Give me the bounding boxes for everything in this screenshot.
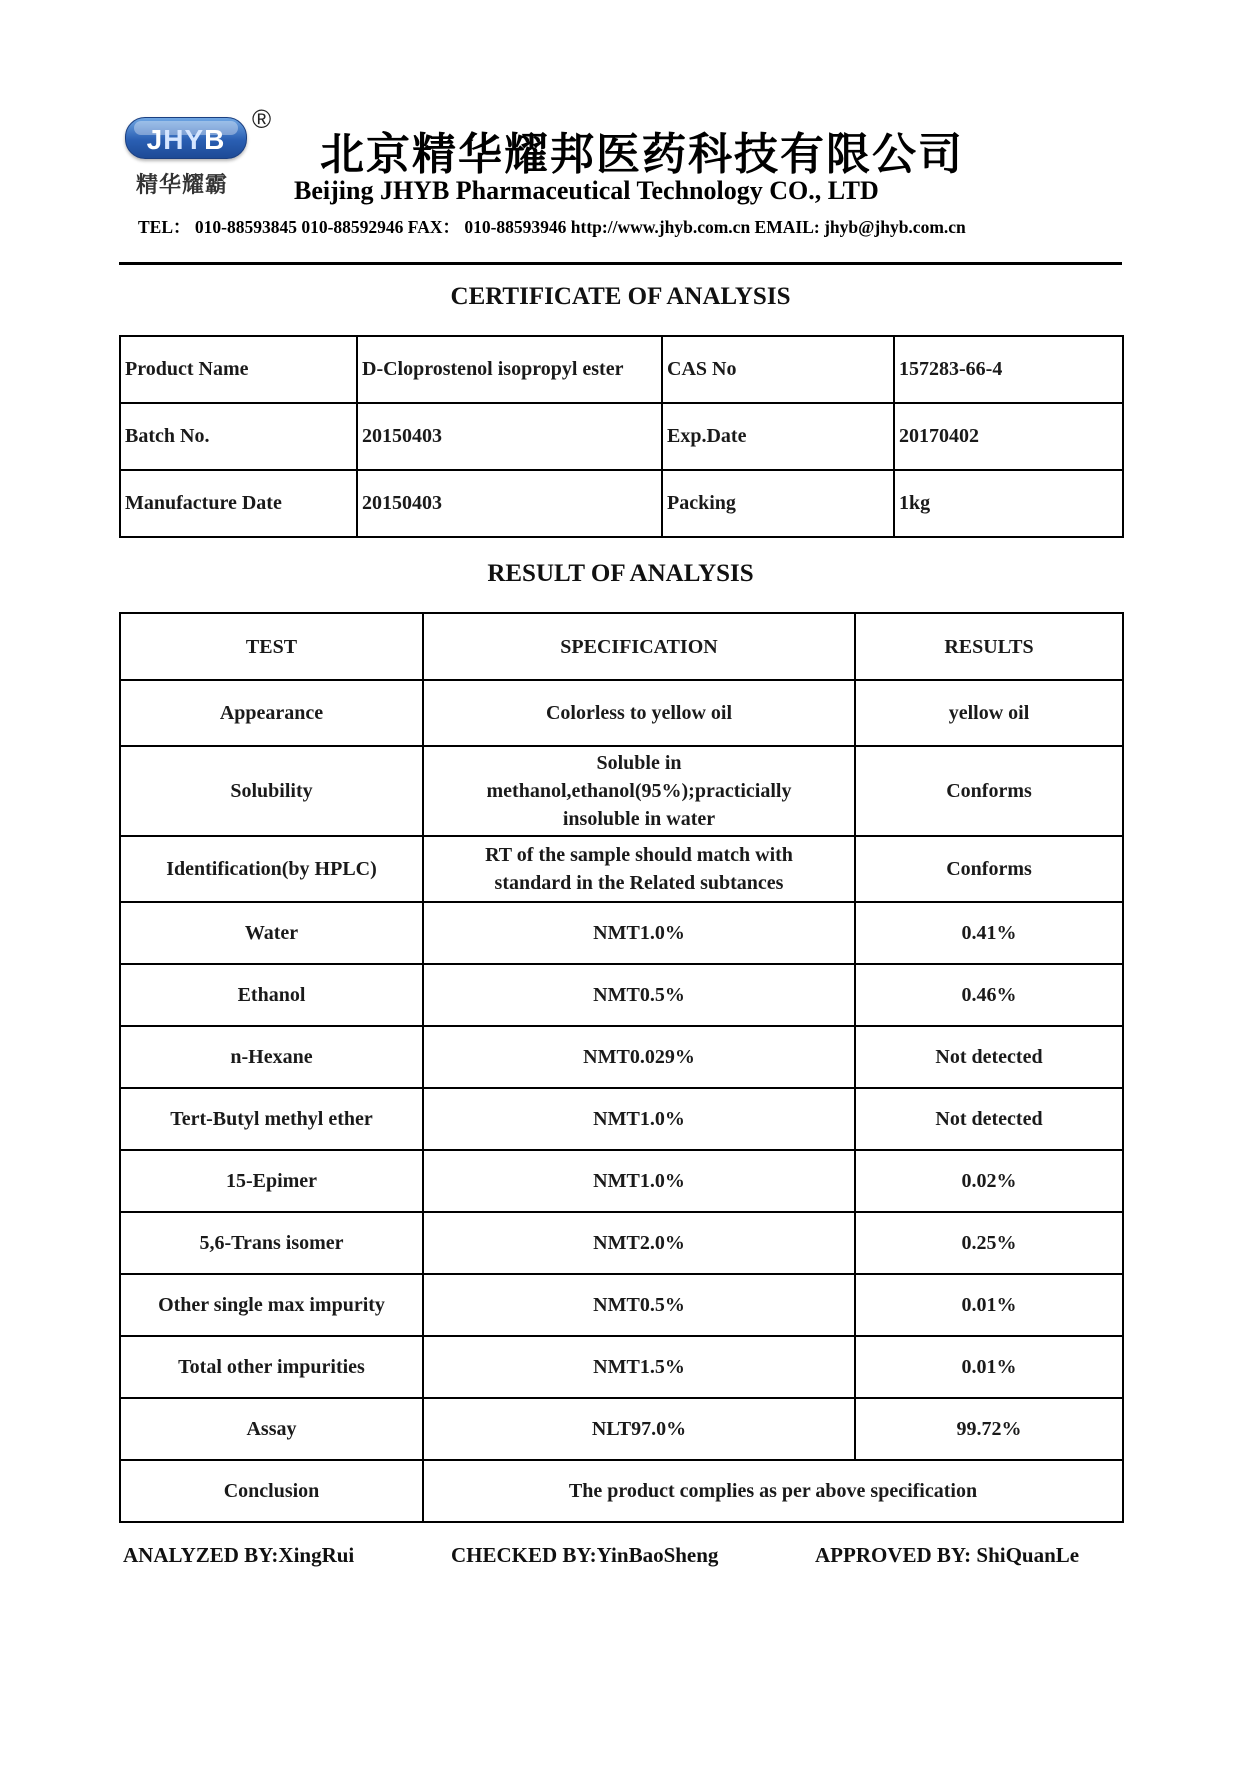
specification-cell: NMT0.5%	[423, 964, 855, 1026]
test-cell: Other single max impurity	[120, 1274, 423, 1336]
results-body	[120, 680, 1123, 1522]
product-name-label: Product Name	[120, 336, 357, 403]
result-cell: 0.01%	[855, 1336, 1123, 1398]
product-name-value: D-Cloprostenol isopropyl ester	[357, 336, 662, 403]
info-row-batch	[120, 403, 1123, 470]
result-cell: 99.72%	[855, 1398, 1123, 1460]
result-cell: Conforms	[855, 836, 1123, 902]
approved-by: APPROVED BY: ShiQuanLe	[815, 1543, 1080, 1567]
exp-date-label: Exp.Date	[662, 403, 894, 470]
test-cell: 15-Epimer	[120, 1150, 423, 1212]
info-row-manufacture	[120, 470, 1123, 537]
test-cell: Water	[120, 902, 423, 964]
specification-cell: NMT1.5%	[423, 1336, 855, 1398]
table-row	[120, 836, 1123, 902]
specification-cell: NMT1.0%	[423, 1150, 855, 1212]
table-row	[120, 964, 1123, 1026]
product-info-table	[119, 335, 1124, 538]
column-header-test: TEST	[120, 613, 423, 680]
company-name-chinese: 北京精华耀邦医药科技有限公司	[320, 129, 964, 180]
logo-badge	[125, 117, 247, 159]
manufacture-date-value: 20150403	[357, 470, 662, 537]
table-row	[120, 1088, 1123, 1150]
table-row	[120, 1212, 1123, 1274]
test-cell: Solubility	[120, 746, 423, 836]
results-table	[119, 612, 1124, 1523]
test-cell: Appearance	[120, 680, 423, 746]
analyzed-by: ANALYZED BY:XingRui	[123, 1543, 355, 1567]
table-row	[120, 1398, 1123, 1460]
packing-label: Packing	[662, 470, 894, 537]
cas-label: CAS No	[662, 336, 894, 403]
result-title: RESULT OF ANALYSIS	[487, 560, 754, 587]
batch-label: Batch No.	[120, 403, 357, 470]
column-header-specification: SPECIFICATION	[423, 613, 855, 680]
result-cell: 0.01%	[855, 1274, 1123, 1336]
test-cell: Assay	[120, 1398, 423, 1460]
registered-mark: ®	[252, 104, 272, 134]
packing-value: 1kg	[894, 470, 1123, 537]
checked-by: CHECKED BY:YinBaoSheng	[451, 1543, 719, 1567]
result-cell: 0.41%	[855, 902, 1123, 964]
test-cell: Identification(by HPLC)	[120, 836, 423, 902]
conclusion-row	[120, 1460, 1123, 1522]
result-cell: Conforms	[855, 746, 1123, 836]
cas-value: 157283-66-4	[894, 336, 1123, 403]
specification-cell: NLT97.0%	[423, 1398, 855, 1460]
contact-line: TEL： 010-88593845 010-88592946 FAX： 010-88593946 http://www.jhyb.com.cn EMAIL: jhyb@jhyb.com.cn	[138, 217, 966, 237]
logo-text: JHYB	[146, 124, 226, 155]
results-header-row	[120, 613, 1123, 680]
column-header-results: RESULTS	[855, 613, 1123, 680]
specification-cell: NMT0.029%	[423, 1026, 855, 1088]
conclusion-label: Conclusion	[120, 1460, 423, 1522]
header-divider	[119, 262, 1122, 265]
conclusion-text: The product complies as per above specification	[423, 1460, 1123, 1522]
certificate-title: CERTIFICATE OF ANALYSIS	[450, 283, 791, 310]
result-cell: 0.25%	[855, 1212, 1123, 1274]
table-row	[120, 902, 1123, 964]
specification-cell: Soluble in methanol,ethanol(95%);practicially insoluble in water	[423, 746, 855, 836]
specification-cell: NMT1.0%	[423, 902, 855, 964]
test-cell: n-Hexane	[120, 1026, 423, 1088]
company-name-english: Beijing JHYB Pharmaceutical Technology CO., LTD	[294, 176, 879, 205]
specification-cell: NMT0.5%	[423, 1274, 855, 1336]
batch-value: 20150403	[357, 403, 662, 470]
table-row	[120, 1150, 1123, 1212]
result-cell: Not detected	[855, 1026, 1123, 1088]
test-cell: Ethanol	[120, 964, 423, 1026]
table-row	[120, 680, 1123, 746]
table-row	[120, 746, 1123, 836]
table-row	[120, 1274, 1123, 1336]
exp-date-value: 20170402	[894, 403, 1123, 470]
logo-chinese-text: 精华耀霸	[136, 173, 229, 198]
result-cell: 0.46%	[855, 964, 1123, 1026]
result-cell: yellow oil	[855, 680, 1123, 746]
info-row-product	[120, 336, 1123, 403]
result-cell: Not detected	[855, 1088, 1123, 1150]
specification-cell: NMT2.0%	[423, 1212, 855, 1274]
table-row	[120, 1026, 1123, 1088]
test-cell: Tert-Butyl methyl ether	[120, 1088, 423, 1150]
table-row	[120, 1336, 1123, 1398]
specification-cell: NMT1.0%	[423, 1088, 855, 1150]
specification-cell: RT of the sample should match with standard in the Related subtances	[423, 836, 855, 902]
manufacture-date-label: Manufacture Date	[120, 470, 357, 537]
test-cell: Total other impurities	[120, 1336, 423, 1398]
specification-cell: Colorless to yellow oil	[423, 680, 855, 746]
company-logo	[120, 104, 272, 202]
result-cell: 0.02%	[855, 1150, 1123, 1212]
test-cell: 5,6-Trans isomer	[120, 1212, 423, 1274]
